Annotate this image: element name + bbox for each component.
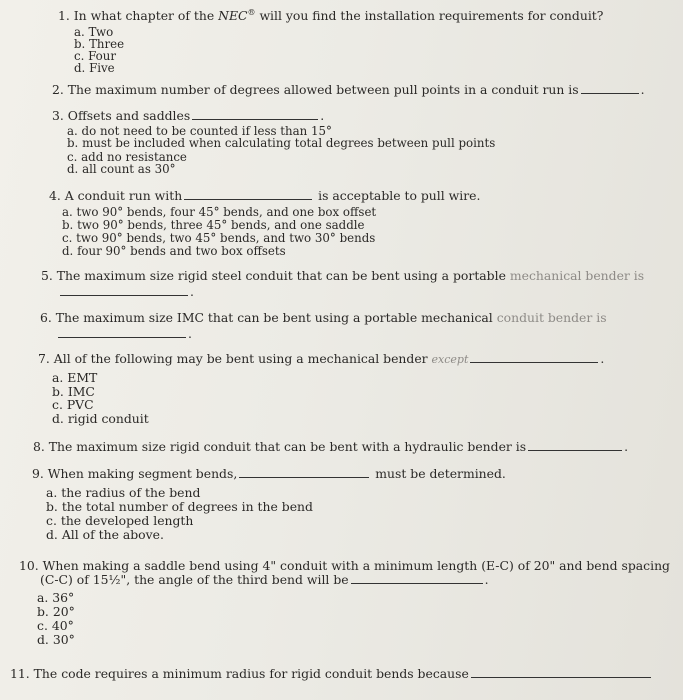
question-7-option-b[interactable]: b. IMC [52,384,95,399]
question-3: 3. Offsets and saddles . [52,108,325,123]
question-9: 9. When making segment bends, must be determined. [32,466,506,481]
question-1: 1. In what chapter of the NEC® will you find the installation requirements for conduit? [58,8,604,24]
question-4-option-b[interactable]: b. two 90° bends, three 45° bends, and one saddle [62,218,365,232]
answer-blank[interactable] [60,295,188,296]
question-7: 7. All of the following may be bent using a mechanical bender except . [38,351,605,366]
question-10-option-a[interactable]: a. 36° [37,590,75,605]
answer-blank[interactable] [351,583,483,584]
question-9-option-a[interactable]: a. the radius of the bend [46,485,201,500]
question-3-option-d[interactable]: d. all count as 30° [67,162,176,176]
question-10-option-c[interactable]: c. 40° [37,618,74,633]
question-2: 2. The maximum number of degrees allowed between pull points in a conduit run is . [52,82,645,97]
question-11: 11. The code requires a minimum radius for rigid conduit bends because [10,668,653,680]
answer-blank[interactable] [528,450,622,451]
answer-blank[interactable] [192,119,318,120]
question-10-option-d[interactable]: d. 30° [37,632,75,647]
question-3-option-c[interactable]: c. add no resistance [67,150,187,164]
question-10-line-2: (C-C) of 15½", the angle of the third bend will be . [40,572,489,587]
answer-blank[interactable] [239,477,369,478]
question-9-option-b[interactable]: b. the total number of degrees in the bend [46,499,313,514]
answer-blank[interactable] [184,199,312,200]
question-4-option-a[interactable]: a. two 90° bends, four 45° bends, and one box offset [62,205,377,219]
question-1-option-d[interactable]: d. Five [74,61,115,75]
question-6-answer-line: . [56,328,192,340]
question-9-option-c[interactable]: c. the developed length [46,513,194,528]
answer-blank[interactable] [58,337,186,338]
question-3-option-b[interactable]: b. must be included when calculating total degrees between pull points [67,136,496,150]
question-9-option-d[interactable]: d. All of the above. [46,527,164,542]
question-8: 8. The maximum size rigid conduit that can be bent with a hydraulic bender is . [33,439,629,454]
question-7-option-c[interactable]: c. PVC [52,397,94,412]
question-5: 5. The maximum size rigid steel conduit that can be bent using a portable mechanical bender is [41,268,645,283]
question-4: 4. A conduit run with is acceptable to pull wire. [49,188,481,203]
question-5-answer-line: . [58,286,194,298]
question-1-option-b[interactable]: b. Three [74,37,125,51]
answer-blank[interactable] [471,677,651,678]
question-1-option-a[interactable]: a. Two [74,25,114,39]
question-4-option-c[interactable]: c. two 90° bends, two 45° bends, and two 30° bends [62,231,376,245]
question-4-option-d[interactable]: d. four 90° bends and two box offsets [62,244,286,258]
answer-blank[interactable] [581,93,639,94]
question-3-option-a[interactable]: a. do not need to be counted if less than 15° [67,124,332,138]
question-7-option-d[interactable]: d. rigid conduit [52,411,149,426]
question-1-option-c[interactable]: c. Four [74,49,116,63]
answer-blank[interactable] [470,362,598,363]
question-6: 6. The maximum size IMC that can be bent using a portable mechanical conduit bender is [40,310,607,325]
question-10-option-b[interactable]: b. 20° [37,604,75,619]
question-10: 10. When making a saddle bend using 4" conduit with a minimum length (E-C) of 20" and bend spacing [19,558,670,573]
question-7-option-a[interactable]: a. EMT [52,370,98,385]
